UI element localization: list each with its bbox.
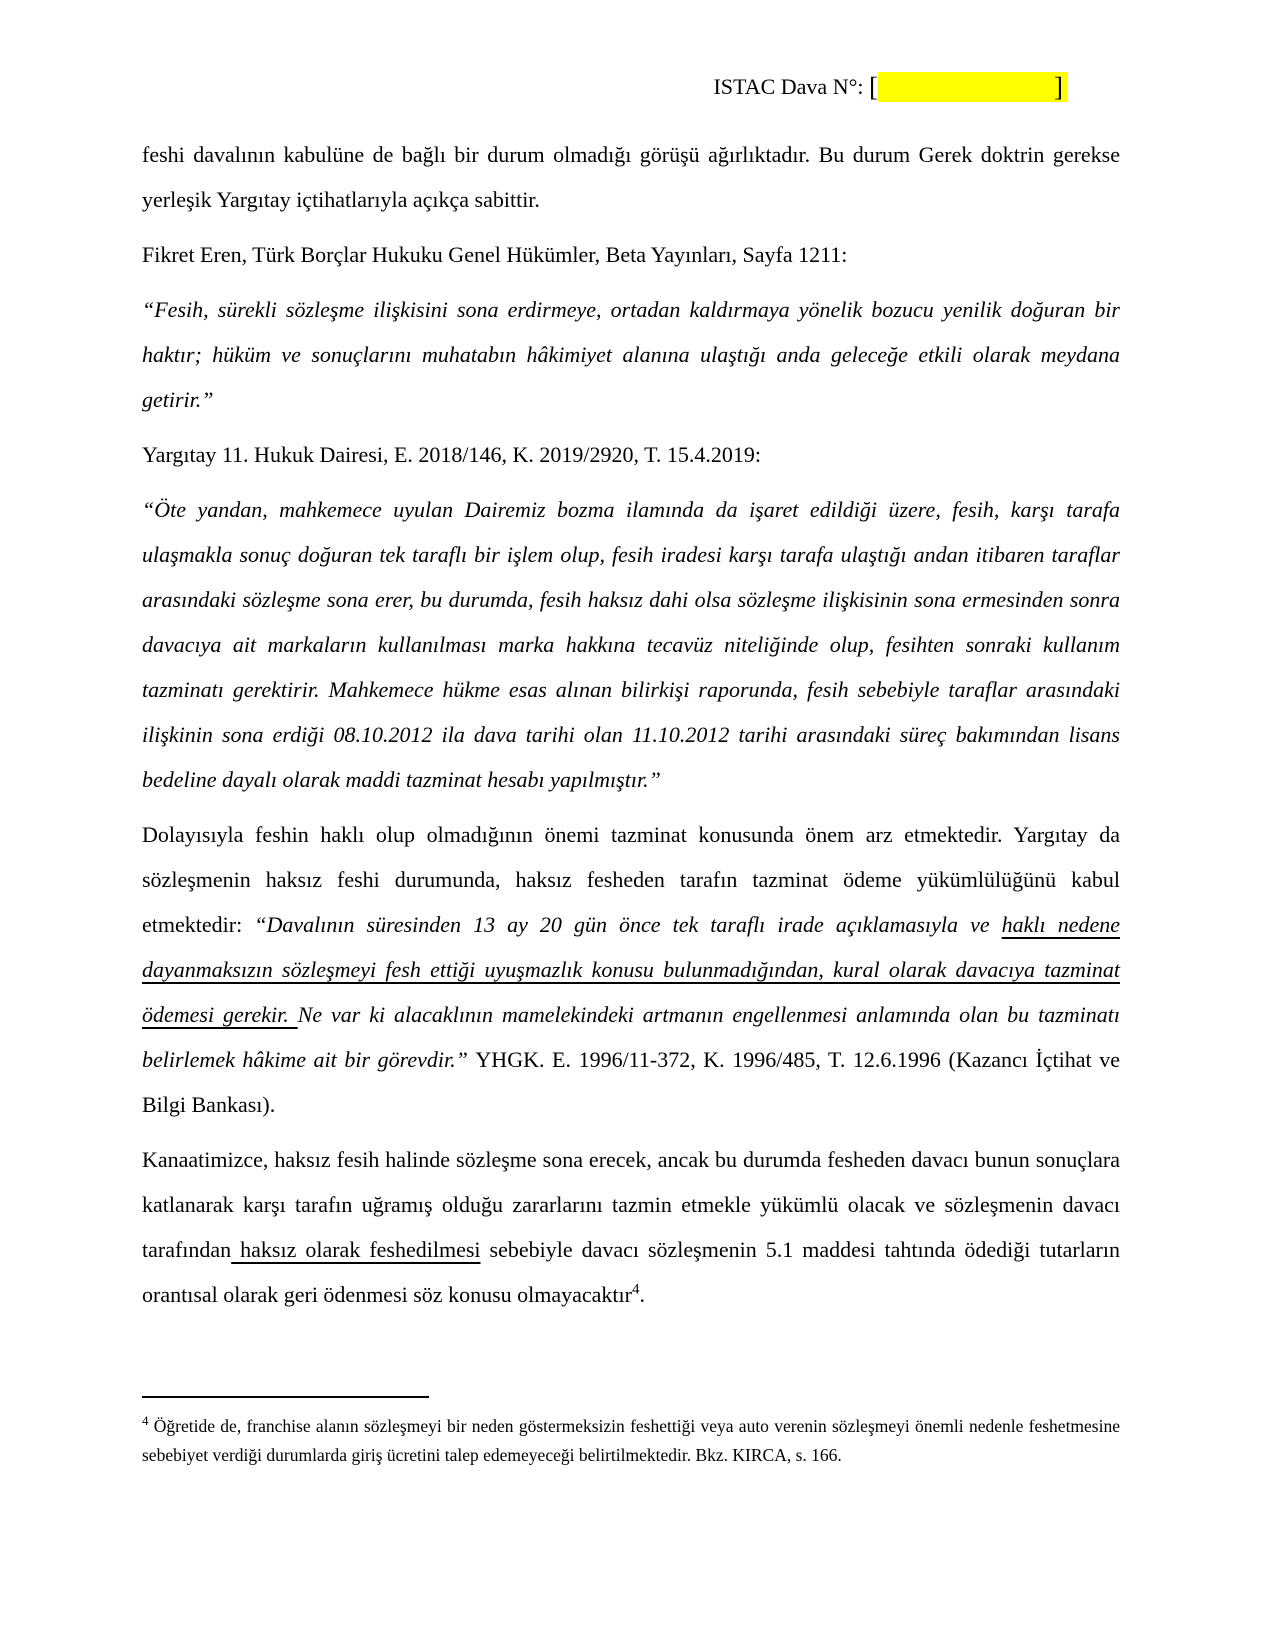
footnote-separator: [142, 1396, 429, 1398]
open-bracket: [: [869, 72, 878, 102]
paragraph-eren-citation: Fikret Eren, Türk Borçlar Hukuku Genel Hükümler, Beta Yayınları, Sayfa 1211:: [142, 242, 848, 267]
text-run: .: [639, 1282, 645, 1307]
footnote-text: [142, 1412, 1120, 1470]
quote-run: “Davalının süresinden 13 ay 20 gün önce tek taraflı irade açıklamasıyla ve: [254, 912, 1002, 937]
quote-eren: “Fesih, sürekli sözleşme ilişkisini sona erdirmeye, ortadan kaldırmaya yönelik bozucu yenilik doğuran bir haktır; hüküm ve sonuçlarını muhatabın hâkimiyet alanına ulaştığı anda geleceğe etkili olarak meydana getirir.”: [142, 297, 1120, 412]
text-run: Kanaatimizce, haksız fesih halinde sözleşme sona erecek, ancak bu durumda fesheden davacı bunun sonuçlara katlanarak karşı tarafın uğramış olduğu zararlarını tazmin etmekle yükümlü olacak ve sözleşmenin davacı tarafından: [142, 1147, 1120, 1262]
text-run: Dolayısıyla feshin haklı olup olmadığının önemi tazminat konusunda önem arz etmektedir. Yargıtay da sözleşmenin haksız feshi durumunda, haksız fesheden tarafın tazminat ödeme yükümlülüğünü kabul etmektedir:: [142, 822, 1120, 937]
footnote-section: [142, 1396, 1120, 1470]
paragraph-yargitay-citation: Yargıtay 11. Hukuk Dairesi, E. 2018/146, K. 2019/2920, T. 15.4.2019:: [142, 442, 762, 467]
paragraph-intro: feshi davalının kabulüne de bağlı bir durum olmadığı görüşü ağırlıktadır. Bu durum Gerek doktrin gerekse yerleşik Yargıtay içtihatlarıyla açıkça sabittir.: [142, 142, 1120, 212]
footnote-body: Öğretide de, franchise alanın sözleşmeyi bir neden göstermeksizin feshettiği veya auto verenin sözleşmeyi önemli nedenle feshetmesine sebebiyet verdiği durumlarda giriş ücretini talep edemeyeceği belirtilmektedir. Bkz. KIRCA, s. 166.: [142, 1416, 1120, 1465]
close-bracket: ]: [1054, 72, 1063, 102]
footnote-reference: 4: [631, 1281, 640, 1298]
quote-yargitay: “Öte yandan, mahkemece uyulan Dairemiz bozma ilamında da işaret edildiği üzere, fesih, karşı tarafa ulaşmakla sonuç doğuran tek taraflı bir işlem olup, fesih iradesi karşı tarafa ulaştığı andan itibaren taraflar arasındaki sözleşme sona erer, bu durumda, fesih haksız dahi olsa sözleşme ilişkisinin sona ermesinden sonra davacıya ait markaların kullanılması marka hakkına tecavüz niteliğinde olup, fesihten sonraki kullanım tazminatı gerektirir. Mahkemece hükme esas alınan bilirkişi raporunda, fesih sebebiyle taraflar arasındaki ilişkinin sona erdiği 08.10.2012 ila dava tarihi olan 11.10.2012 tarihi arasındaki süreç bakımından lisans bedeline dayalı olarak maddi tazminat hesabı yapılmıştır.”: [142, 497, 1120, 792]
underlined-quote-run: haklı nedene dayanmaksızın sözleşmeyi fesh ettiği uyuşmazlık konusu bulunmadığından, kural olarak davacıya tazminat ödemesi gerekir.: [142, 912, 1120, 1027]
quote-run-end: Ne var ki alacaklının mamelekindeki artmanın engellenmesi anlamında olan bu tazminatı belirlemek hâkime ait bir görevdir.”: [142, 1002, 1120, 1072]
underlined-run: haksız olarak feshedilmesi: [231, 1237, 481, 1262]
case-number-label: ISTAC Dava N°:: [713, 74, 869, 99]
case-number-highlight-field: [878, 72, 1068, 102]
text-run: sebebiyle davacı sözleşmenin 5.1 maddesi tahtında ödediği tutarların orantısal olarak geri ödenmesi söz konusu olmayacaktır: [142, 1237, 1120, 1307]
paragraph-conclusion: [142, 1137, 1120, 1317]
citation-run: YHGK. E. 1996/11-372, K. 1996/485, T. 12.6.1996 (Kazancı İçtihat ve Bilgi Bankası).: [142, 1047, 1120, 1117]
paragraph-yhgk: [142, 812, 1120, 1127]
case-number-header: [142, 72, 1120, 102]
footnote-number: 4: [142, 1413, 149, 1429]
